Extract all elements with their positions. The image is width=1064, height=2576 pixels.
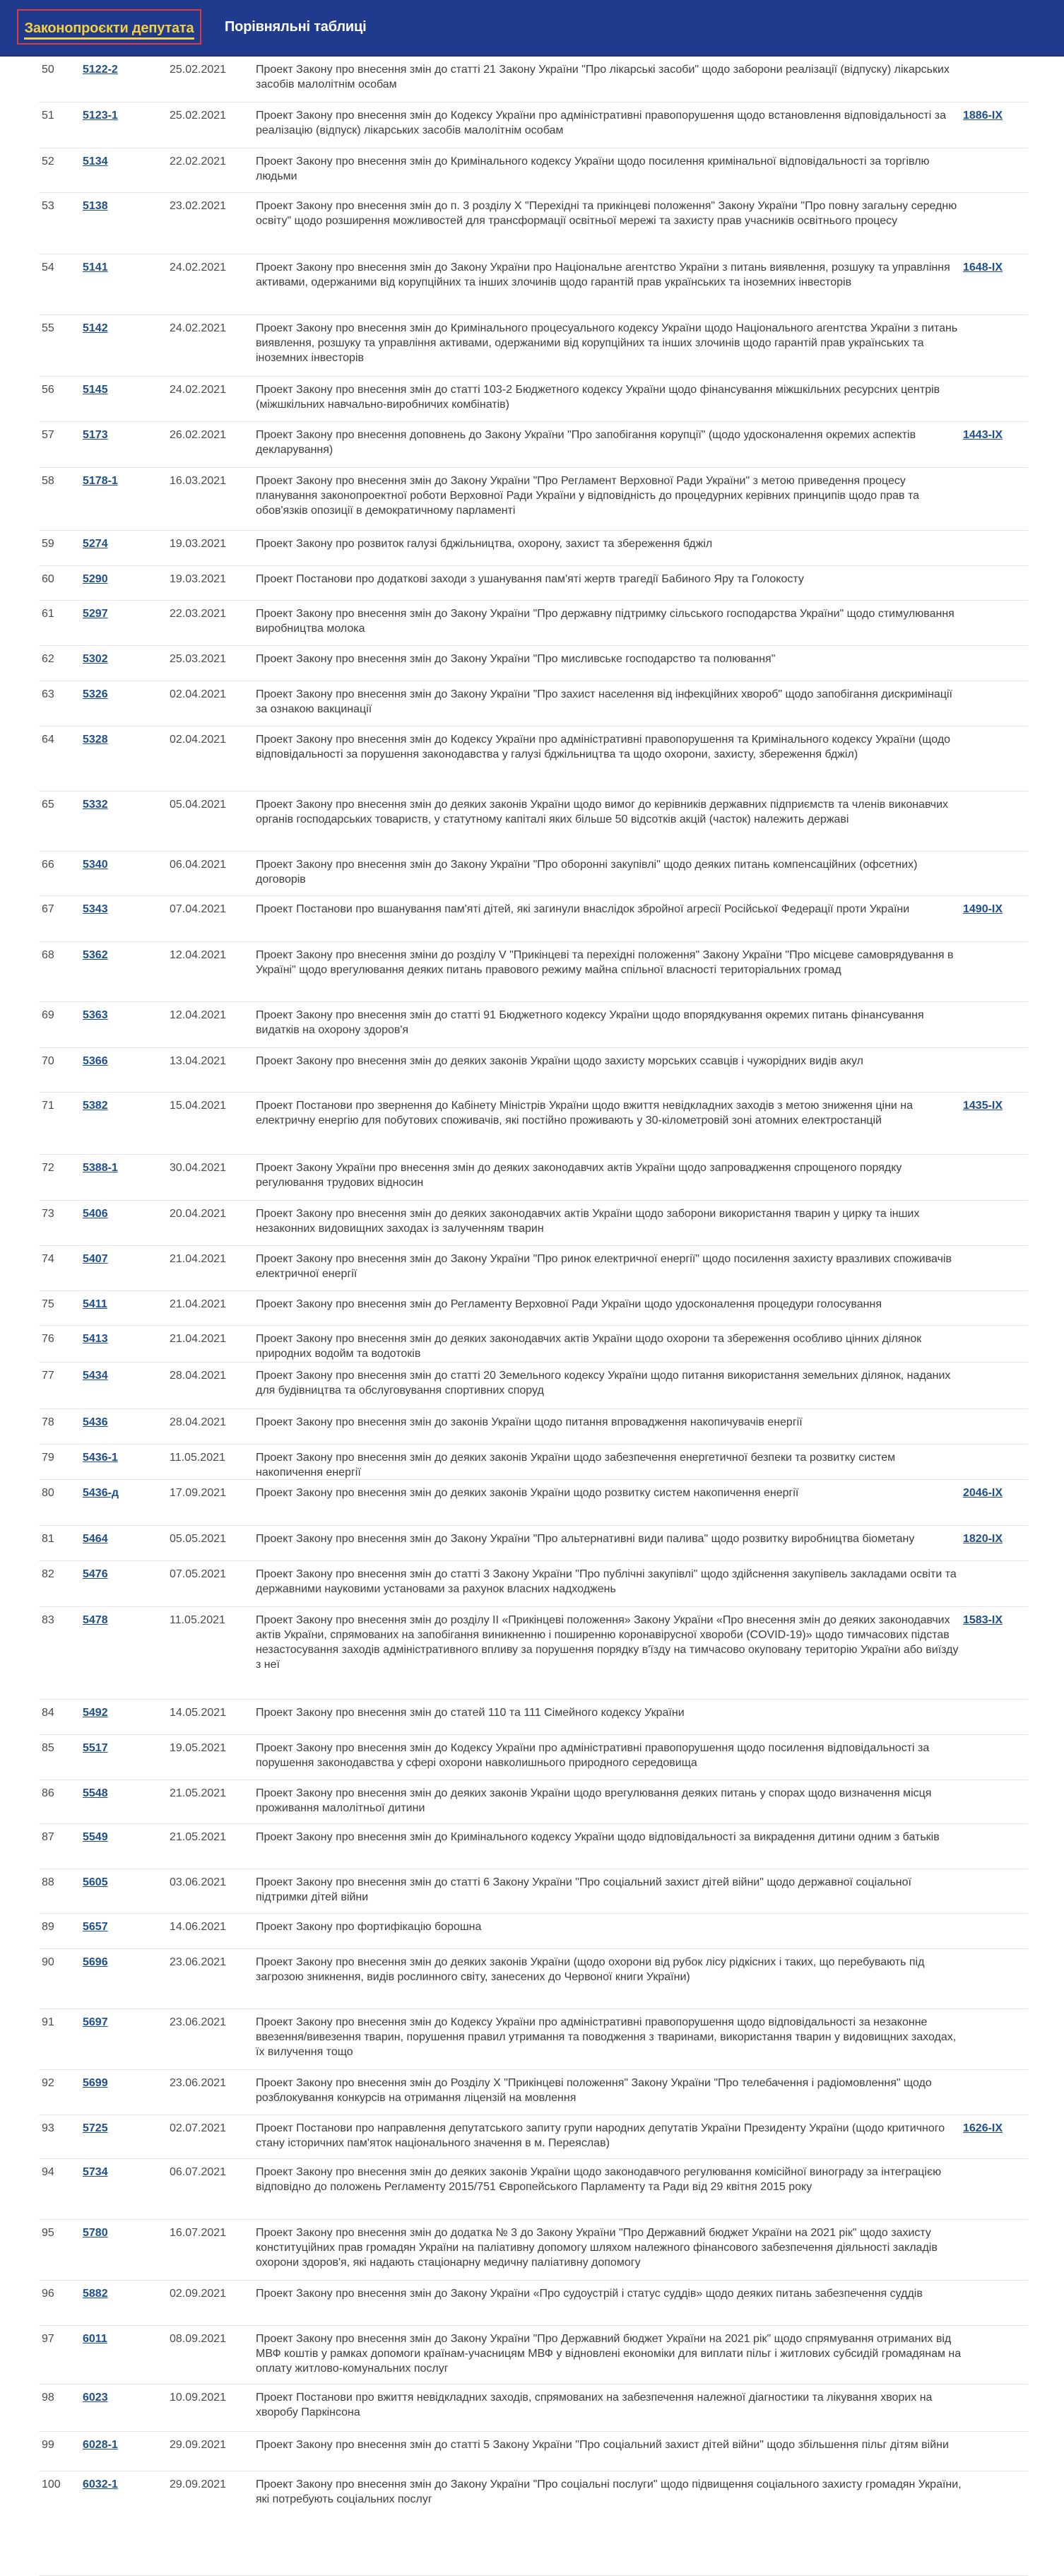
bill-number-link[interactable]: 5413 bbox=[83, 1333, 108, 1345]
row-number: 50 bbox=[42, 64, 54, 76]
registration-date: 23.06.2021 bbox=[170, 2077, 227, 2089]
row-number: 93 bbox=[42, 2122, 54, 2134]
registration-date: 15.04.2021 bbox=[170, 1100, 227, 1112]
bill-number-link[interactable]: 5406 bbox=[83, 1208, 108, 1220]
table-row bbox=[39, 1949, 1028, 2009]
row-number: 88 bbox=[42, 1876, 54, 1888]
bill-title: Проект Закону про внесення змін до Регламенту Верховної Ради України щодо удосконалення процедури голосування bbox=[256, 1298, 882, 1310]
registration-date: 28.04.2021 bbox=[170, 1416, 227, 1428]
row-number: 75 bbox=[42, 1298, 54, 1310]
registration-date: 21.04.2021 bbox=[170, 1253, 227, 1265]
bill-title: Проект Постанови про додаткові заходи з ушанування пам'яті жертв трагедії Бабиного Яру та Голокосту bbox=[256, 573, 804, 585]
bill-title: Проект Закону про внесення змін до Закону України "Про державну підтримку сільського господарства України" щодо стимулювання виробництва молока bbox=[256, 608, 954, 635]
table-row bbox=[39, 1735, 1028, 1780]
row-number: 81 bbox=[42, 1533, 54, 1545]
row-number: 57 bbox=[42, 429, 54, 441]
bill-number-link[interactable]: 5411 bbox=[83, 1298, 107, 1310]
bill-number-link[interactable]: 5297 bbox=[83, 608, 108, 620]
bill-number-link[interactable]: 5697 bbox=[83, 2016, 108, 2028]
bill-number-link[interactable]: 5145 bbox=[83, 384, 108, 396]
row-number: 74 bbox=[42, 1253, 54, 1265]
table-row bbox=[39, 1700, 1028, 1735]
bill-title: Проект Закону про внесення змін до Закону України "Про соціальні послуги" щодо підвищення соціального захисту громадян України, які потребують соціальних послуг bbox=[256, 2478, 962, 2505]
table-row bbox=[39, 377, 1028, 422]
bill-number-link[interactable]: 6023 bbox=[83, 2392, 108, 2404]
table-row bbox=[39, 2471, 1028, 2576]
table-row bbox=[39, 1291, 1028, 1326]
bill-number-link[interactable]: 5340 bbox=[83, 859, 108, 871]
row-number: 100 bbox=[42, 2478, 61, 2490]
table-row bbox=[39, 1201, 1028, 1246]
registration-date: 21.05.2021 bbox=[170, 1831, 227, 1843]
table-row bbox=[39, 1326, 1028, 1363]
row-number: 86 bbox=[42, 1787, 54, 1799]
bill-title: Проект Закону про внесення змін до Закону України про Національне агентство України з питань виявлення, розшуку та управління активами, одержаними від корупційних та інших злочинів щодо гарантій прав українських та іноземних інвесторів bbox=[256, 261, 950, 288]
table-row bbox=[39, 468, 1028, 531]
bill-number-link[interactable]: 5492 bbox=[83, 1707, 108, 1719]
tab-comparison-tables[interactable]: Порівняльні таблиці bbox=[225, 19, 367, 35]
row-number: 61 bbox=[42, 608, 54, 620]
bill-title: Проект Закону про внесення змін до деяких законів України щодо забезпечення енергетичної безпеки та розвитку систем накопичення енергії bbox=[256, 1452, 896, 1478]
registration-date: 17.09.2021 bbox=[170, 1487, 227, 1499]
bill-number-link[interactable]: 5122-2 bbox=[83, 64, 118, 76]
registration-date: 20.04.2021 bbox=[170, 1208, 227, 1220]
bill-number-link[interactable]: 5549 bbox=[83, 1831, 108, 1843]
registration-date: 22.02.2021 bbox=[170, 155, 227, 167]
bill-title: Проект Закону про внесення змін до деяких законів України щодо законодавчого регулювання комісійної винограду за інтеграцією відповідно до положень Регламенту 2015/751 Європейського Парламенту та Ради від 29 квітня 2015 року bbox=[256, 2166, 942, 2193]
registration-date: 08.09.2021 bbox=[170, 2333, 227, 2345]
bill-title: Проект Закону про внесення змін до додатка № 3 до Закону України "Про Державний бюджет України на 2021 рік" щодо захисту конституційних прав громадян України на паліативну допомогу шляхом належного фінансового забезпечення діяльності закладів охорони здоров'я, які надають стаціонарну медичну паліативну допомогу bbox=[256, 2227, 938, 2269]
registration-date: 13.04.2021 bbox=[170, 1055, 227, 1067]
row-number: 84 bbox=[42, 1707, 54, 1719]
row-number: 56 bbox=[42, 384, 54, 396]
bill-title: Проект Закону про внесення змін до статті 21 Закону України "Про лікарські засоби" щодо заборони реалізації (відпуску) лікарських засобів малолітнім особам bbox=[256, 64, 950, 90]
row-number: 73 bbox=[42, 1208, 54, 1220]
registration-date: 12.04.2021 bbox=[170, 1009, 227, 1021]
row-number: 70 bbox=[42, 1055, 54, 1067]
bill-number-link[interactable]: 5725 bbox=[83, 2122, 108, 2134]
bill-number-link[interactable]: 5436-д bbox=[83, 1487, 119, 1499]
bill-title: Проект Закону про внесення змін до статей 110 та 111 Сімейного кодексу України bbox=[256, 1707, 685, 1719]
bill-title: Проект Закону про внесення змін до законів України щодо питання впровадження накопичувачів енергії bbox=[256, 1416, 803, 1428]
bill-title: Проект Закону про внесення змін до Закону України "Про оборонні закупівлі" щодо деяких питань компенсаційних (офсетних) договорів bbox=[256, 859, 918, 886]
bill-number-link[interactable]: 5882 bbox=[83, 2288, 108, 2300]
table-row bbox=[39, 792, 1028, 852]
bill-title: Проект Закону про внесення змін до статті 91 Бюджетного кодексу України щодо впорядкування окремих питань фінансування видатків на охорону здоров'я bbox=[256, 1009, 924, 1036]
row-number: 78 bbox=[42, 1416, 54, 1428]
table-row bbox=[39, 2384, 1028, 2432]
bill-number-link[interactable]: 5436-1 bbox=[83, 1452, 118, 1464]
table-row bbox=[39, 1002, 1028, 1048]
tab-deputy-bills[interactable]: Законопроєкти депутата bbox=[17, 9, 201, 45]
table-row bbox=[39, 566, 1028, 601]
law-number-link[interactable]: 1820-IX bbox=[963, 1533, 1003, 1545]
bill-title: Проект Закону про внесення змін до Кодексу України про адміністративні правопорушення щодо відповідальності за незаконне ввезення/вивезення тварин, порушення правил утримання та поводження з тваринами, використання тварин у видовищних заходах, їх вилучення тощо bbox=[256, 2016, 957, 2058]
bill-number-link[interactable]: 5142 bbox=[83, 322, 108, 334]
registration-date: 12.04.2021 bbox=[170, 949, 227, 961]
bill-title: Проект Закону про внесення змін до деяких законодавчих актів України щодо заборони використання тварин у цирку та інших незаконних видовищних заходах із залученням тварин bbox=[256, 1208, 920, 1235]
bill-title: Проект Закону України про внесення змін до деяких законодавчих актів України щодо запровадження спрощеного порядку регулювання трудових відносин bbox=[256, 1162, 902, 1189]
bill-number-link[interactable]: 5780 bbox=[83, 2227, 108, 2239]
table-row bbox=[39, 148, 1028, 193]
bill-title: Проект Закону про внесення змін до Кримінального процесуального кодексу України щодо Національного агентства України з питань виявлення, розшуку та управління активами, одержаними від корупційних та інших злочинів щодо гарантій прав українських та іноземних інвесторів bbox=[256, 322, 958, 364]
row-number: 68 bbox=[42, 949, 54, 961]
table-row bbox=[39, 1093, 1028, 1155]
bill-title: Проект Закону про внесення змін до статті 6 Закону України "Про соціальний захист дітей війни" щодо державної соціальної підтримки дітей війни bbox=[256, 1876, 911, 1903]
bill-number-link[interactable]: 5388-1 bbox=[83, 1162, 118, 1174]
top-navigation bbox=[0, 0, 1064, 57]
registration-date: 21.05.2021 bbox=[170, 1787, 227, 1799]
registration-date: 23.06.2021 bbox=[170, 2016, 227, 2028]
registration-date: 11.05.2021 bbox=[170, 1452, 225, 1464]
table-row bbox=[39, 646, 1028, 681]
bill-number-link[interactable]: 5734 bbox=[83, 2166, 108, 2178]
law-number-link[interactable]: 1443-IX bbox=[963, 429, 1003, 441]
row-number: 89 bbox=[42, 1921, 54, 1933]
row-number: 55 bbox=[42, 322, 54, 334]
registration-date: 07.04.2021 bbox=[170, 903, 227, 915]
table-row bbox=[39, 2432, 1028, 2471]
bill-title: Проект Закону про внесення змін до деяких законів України щодо захисту морських ссавців і чужорідних видів акул bbox=[256, 1055, 863, 1067]
table-row bbox=[39, 681, 1028, 727]
registration-date: 19.03.2021 bbox=[170, 573, 227, 585]
bill-title: Проект Закону про внесення змін до Закону України "Про Регламент Верховної Ради України" з метою приведення процесу планування законопроектної роботи Верховної Ради України у відповідність до процедурних керівних принципів щодо прав та обов'язків опозиції в демократичному парламенті bbox=[256, 475, 920, 517]
table-row bbox=[39, 422, 1028, 468]
bill-number-link[interactable]: 5464 bbox=[83, 1533, 108, 1545]
bill-number-link[interactable]: 5407 bbox=[83, 1253, 108, 1265]
registration-date: 02.04.2021 bbox=[170, 734, 227, 746]
bill-title: Проект Закону про внесення змін до деяких законів України щодо вимог до керівників державних підприємств та членів виконавчих органів господарських товариств, у статутному капіталі яких більше 50 відсотків акцій (часток) належить державі bbox=[256, 799, 949, 825]
bill-title: Проект Закону про внесення змін до статті 20 Земельного кодексу України щодо питання використання земельних ділянок, наданих для будівництва та обслуговування спортивних споруд bbox=[256, 1370, 951, 1396]
bill-number-link[interactable]: 5548 bbox=[83, 1787, 108, 1799]
bill-number-link[interactable]: 5382 bbox=[83, 1100, 108, 1112]
row-number: 64 bbox=[42, 734, 54, 746]
bill-title: Проект Закону про фортифікацію борошна bbox=[256, 1921, 482, 1933]
table-row bbox=[39, 2281, 1028, 2326]
registration-date: 23.06.2021 bbox=[170, 1956, 227, 1968]
bill-title: Проект Закону про внесення змін до деяких законів України (щодо охорони від рубок лісу рідкісних і таких, що перебувають під загрозою зникнення, видів рослинного світу, занесених до Червоної книги України) bbox=[256, 1956, 925, 1983]
table-row bbox=[39, 1526, 1028, 1561]
row-number: 58 bbox=[42, 475, 54, 487]
table-row bbox=[39, 1914, 1028, 1949]
bill-number-link[interactable]: 6032-1 bbox=[83, 2478, 118, 2490]
bill-number-link[interactable]: 5274 bbox=[83, 538, 108, 550]
row-number: 54 bbox=[42, 261, 54, 274]
bill-title: Проект Закону про внесення зміни до розділу V "Прикінцеві та перехідні положення" Закону України "Про місцеве самоврядування в Україні" щодо врегулювання деяких питань правового режиму майна спільної власності територіальних громад bbox=[256, 949, 954, 976]
table-row bbox=[39, 1155, 1028, 1201]
row-number: 85 bbox=[42, 1742, 54, 1754]
bill-title: Проект Закону про внесення змін до статті 3 Закону України "Про публічні закупівлі" щодо здійснення закупівель закладами освіти та державними науковими установами за рахунок власних надходжень bbox=[256, 1568, 957, 1595]
row-number: 66 bbox=[42, 859, 54, 871]
registration-date: 25.02.2021 bbox=[170, 64, 227, 76]
topbar-divider bbox=[0, 55, 1064, 57]
bill-title: Проект Закону про внесення змін до статті 5 Закону України "Про соціальний захист дітей війни" щодо збільшення пільг дітям війни bbox=[256, 2439, 949, 2451]
table-row bbox=[39, 102, 1028, 148]
bill-number-link[interactable]: 5657 bbox=[83, 1921, 108, 1933]
row-number: 51 bbox=[42, 110, 54, 122]
bill-title: Проект Закону про внесення змін до Закону України "Про захист населення від інфекційних хвороб" щодо запобігання дискримінації за ознакою вакцинації bbox=[256, 688, 952, 715]
bill-title: Проект Постанови про вжиття невідкладних заходів, спрямованих на забезпечення належної діагностики та лікування хворих на хворобу Паркінсона bbox=[256, 2392, 933, 2418]
bill-title: Проект Закону про внесення змін до статті 103-2 Бюджетного кодексу України щодо фінансування міжшкільних ресурсних центрів (міжшкільних навчально-виробничих комбінатів) bbox=[256, 384, 940, 411]
row-number: 99 bbox=[42, 2439, 54, 2451]
row-number: 62 bbox=[42, 653, 54, 665]
bill-title: Проект Закону про внесення змін до Закону України «Про судоустрій і статус суддів» щодо деяких питань забезпечення суддів bbox=[256, 2288, 923, 2300]
bill-title: Проект Закону про внесення змін до деяких законодавчих актів України щодо охорони та збереження особливо цінних ділянок природних водойм та водотоків bbox=[256, 1333, 922, 1360]
registration-date: 24.02.2021 bbox=[170, 322, 227, 334]
row-number: 82 bbox=[42, 1568, 54, 1580]
table-row bbox=[39, 727, 1028, 792]
row-number: 72 bbox=[42, 1162, 54, 1174]
registration-date: 25.02.2021 bbox=[170, 110, 227, 122]
table-row bbox=[39, 1869, 1028, 1914]
bill-number-link[interactable]: 5363 bbox=[83, 1009, 108, 1021]
table-row bbox=[39, 1824, 1028, 1869]
table-row bbox=[39, 2220, 1028, 2281]
table-row bbox=[39, 2070, 1028, 2115]
registration-date: 30.04.2021 bbox=[170, 1162, 227, 1174]
bill-number-link[interactable]: 5332 bbox=[83, 799, 108, 811]
bill-title: Проект Закону про внесення змін до Кодексу України про адміністративні правопорушення щодо встановлення відповідальності за реалізацію (відпуск) лікарських засобів малолітнім особам bbox=[256, 110, 946, 136]
table-row bbox=[39, 1409, 1028, 1445]
bill-title: Проект Закону про внесення змін до розділу II «Прикінцеві положення» Закону України «Про внесення змін до деяких законодавчих актів України, спрямованих на запобігання виникненню і поширенню коронавірусної хвороби (COVID-19)» щодо тимчасових підстав незастосування заходів адміністративного впливу за порушення порядку в'їзду на тимчасово окуповану територію України або виїзду з неї bbox=[256, 1614, 959, 1671]
table-row bbox=[39, 1363, 1028, 1409]
table-row bbox=[39, 1780, 1028, 1824]
row-number: 94 bbox=[42, 2166, 54, 2178]
bill-number-link[interactable]: 5328 bbox=[83, 734, 108, 746]
table-row bbox=[39, 1048, 1028, 1093]
row-number: 53 bbox=[42, 200, 54, 212]
bill-title: Проект Постанови про направлення депутатського запиту групи народних депутатів України Президенту України (щодо критичного стану історичних пам'яток національного значення в м. Переяслав) bbox=[256, 2122, 945, 2149]
bill-number-link[interactable]: 5605 bbox=[83, 1876, 108, 1888]
row-number: 71 bbox=[42, 1100, 54, 1112]
bill-title: Проект Закону про внесення змін до Закону України "Про альтернативні види палива" щодо розвитку виробництва біометану bbox=[256, 1533, 915, 1545]
row-number: 63 bbox=[42, 688, 54, 700]
law-number-link[interactable]: 1648-IX bbox=[963, 261, 1003, 274]
table-row bbox=[39, 601, 1028, 646]
registration-date: 07.05.2021 bbox=[170, 1568, 227, 1580]
registration-date: 22.03.2021 bbox=[170, 608, 227, 620]
registration-date: 24.02.2021 bbox=[170, 384, 227, 396]
bill-number-link[interactable]: 5366 bbox=[83, 1055, 108, 1067]
bill-title: Проект Закону про внесення змін до Кримінального кодексу України щодо посилення кримінальної відповідальності за торгівлю людьми bbox=[256, 155, 930, 182]
table-row bbox=[39, 2115, 1028, 2159]
table-row bbox=[39, 193, 1028, 254]
table-row bbox=[39, 896, 1028, 942]
bill-title: Проект Закону про внесення змін до Закону України "Про мисливське господарство та полювання" bbox=[256, 653, 776, 665]
table-row bbox=[39, 2326, 1028, 2384]
table-row bbox=[39, 2159, 1028, 2220]
bill-number-link[interactable]: 5478 bbox=[83, 1614, 108, 1626]
bill-number-link[interactable]: 5696 bbox=[83, 1956, 108, 1968]
bill-number-link[interactable]: 5173 bbox=[83, 429, 108, 441]
bill-number-link[interactable]: 5326 bbox=[83, 688, 108, 700]
registration-date: 16.07.2021 bbox=[170, 2227, 227, 2239]
registration-date: 19.03.2021 bbox=[170, 538, 227, 550]
bill-title: Проект Закону про внесення змін до Кодексу України про адміністративні правопорушення щодо посилення відповідальності за порушення законодавства у сфері охорони навколишнього природного середовища bbox=[256, 1742, 930, 1769]
registration-date: 03.06.2021 bbox=[170, 1876, 227, 1888]
bill-number-link[interactable]: 6028-1 bbox=[83, 2439, 118, 2451]
bill-number-link[interactable]: 6011 bbox=[83, 2333, 107, 2345]
law-number-link[interactable]: 1886-IX bbox=[963, 110, 1003, 122]
bill-number-link[interactable]: 5290 bbox=[83, 573, 108, 585]
registration-date: 28.04.2021 bbox=[170, 1370, 227, 1382]
bill-title: Проект Закону про внесення змін до деяких законів України щодо розвитку систем накопичення енергії bbox=[256, 1487, 799, 1499]
registration-date: 05.04.2021 bbox=[170, 799, 227, 811]
bill-number-link[interactable]: 5343 bbox=[83, 903, 108, 915]
registration-date: 14.06.2021 bbox=[170, 1921, 227, 1933]
row-number: 92 bbox=[42, 2077, 54, 2089]
registration-date: 21.04.2021 bbox=[170, 1333, 227, 1345]
row-number: 79 bbox=[42, 1452, 54, 1464]
row-number: 65 bbox=[42, 799, 54, 811]
bill-number-link[interactable]: 5362 bbox=[83, 949, 108, 961]
registration-date: 02.04.2021 bbox=[170, 688, 227, 700]
registration-date: 19.05.2021 bbox=[170, 1742, 227, 1754]
bill-title: Проект Постанови про звернення до Кабінету Міністрів України щодо вжиття невідкладних заходів з метою зниження ціни на електричну енергію для побутових споживачів, які постійно проживають у 30-кілометровій зоні атомних електростанцій bbox=[256, 1100, 914, 1127]
registration-date: 24.02.2021 bbox=[170, 261, 227, 274]
law-number-link[interactable]: 1626-IX bbox=[963, 2122, 1003, 2134]
bill-title: Проект Закону про внесення змін до Кримінального кодексу України щодо відповідальності за викрадення дитини одним з батьків bbox=[256, 1831, 940, 1843]
registration-date: 06.04.2021 bbox=[170, 859, 227, 871]
registration-date: 10.09.2021 bbox=[170, 2392, 227, 2404]
row-number: 83 bbox=[42, 1614, 54, 1626]
table-row bbox=[39, 2009, 1028, 2070]
row-number: 98 bbox=[42, 2392, 54, 2404]
law-number-link[interactable]: 1583-IX bbox=[963, 1614, 1003, 1626]
row-number: 76 bbox=[42, 1333, 54, 1345]
registration-date: 02.09.2021 bbox=[170, 2288, 227, 2300]
registration-date: 29.09.2021 bbox=[170, 2439, 227, 2451]
table-row bbox=[39, 852, 1028, 896]
row-number: 59 bbox=[42, 538, 54, 550]
table-row bbox=[39, 1445, 1028, 1480]
bill-title: Проект Постанови про вшанування пам'яті дітей, які загинули внаслідок збройної агресії Російської Федерації проти України bbox=[256, 903, 910, 915]
row-number: 80 bbox=[42, 1487, 54, 1499]
registration-date: 11.05.2021 bbox=[170, 1614, 225, 1626]
row-number: 52 bbox=[42, 155, 54, 167]
table-row bbox=[39, 1246, 1028, 1291]
row-number: 91 bbox=[42, 2016, 54, 2028]
table-row bbox=[39, 57, 1028, 102]
table-row bbox=[39, 315, 1028, 377]
bill-number-link[interactable]: 5123-1 bbox=[83, 110, 118, 122]
bill-number-link[interactable]: 5134 bbox=[83, 155, 108, 167]
bill-title: Проект Закону про внесення змін до деяких законів України щодо врегулювання деяких питань у спорах щодо визначення місця проживання малолітньої дитини bbox=[256, 1787, 932, 1814]
row-number: 97 bbox=[42, 2333, 54, 2345]
row-number: 96 bbox=[42, 2288, 54, 2300]
bill-title: Проект Закону про внесення змін до Розділу X "Прикінцеві положення" Закону України "Про телебачення і радіомовлення" щодо розблокування конкурсів на отримання ліцензій на мовлення bbox=[256, 2077, 932, 2104]
table-row bbox=[39, 1480, 1028, 1526]
bill-number-link[interactable]: 5178-1 bbox=[83, 475, 118, 487]
row-number: 67 bbox=[42, 903, 54, 915]
bill-number-link[interactable]: 5141 bbox=[83, 261, 108, 274]
registration-date: 02.07.2021 bbox=[170, 2122, 227, 2134]
row-number: 60 bbox=[42, 573, 54, 585]
bill-title: Проект Закону про внесення змін до Закону України "Про ринок електричної енергії" щодо посилення захисту вразливих споживачів електричної енергії bbox=[256, 1253, 952, 1280]
registration-date: 25.03.2021 bbox=[170, 653, 227, 665]
row-number: 95 bbox=[42, 2227, 54, 2239]
registration-date: 23.02.2021 bbox=[170, 200, 227, 212]
row-number: 69 bbox=[42, 1009, 54, 1021]
bill-title: Проект Закону про внесення доповнень до Закону України "Про запобігання корупції" (щодо удосконалення окремих аспектів декларування) bbox=[256, 429, 916, 456]
row-number: 77 bbox=[42, 1370, 54, 1382]
bill-number-link[interactable]: 5138 bbox=[83, 200, 108, 212]
registration-date: 16.03.2021 bbox=[170, 475, 227, 487]
bill-title: Проект Закону про внесення змін до п. 3 розділу X "Перехідні та прикінцеві положення" Закону України "Про повну загальну середню освіту" щодо розширення можливостей для трансформації освітньої мережі та захисту прав учасників освітнього процесу bbox=[256, 200, 957, 227]
law-number-link[interactable]: 1490-IX bbox=[963, 903, 1003, 915]
bill-title: Проект Закону про розвиток галузі бджільництва, охорону, захист та збереження бджіл bbox=[256, 538, 713, 550]
bill-title: Проект Закону про внесення змін до Закону України "Про Державний бюджет України на 2021 рік" щодо спрямування отриманих від МВФ коштів у рамках допомоги країнам-учасницям МВФ у відновлені економіки для виплати пільг і житлових субсидій громадянам на оплату житлово-комунальних послуг bbox=[256, 2333, 962, 2375]
registration-date: 05.05.2021 bbox=[170, 1533, 227, 1545]
table-row bbox=[39, 531, 1028, 566]
bill-number-link[interactable]: 5436 bbox=[83, 1416, 108, 1428]
table-row bbox=[39, 1561, 1028, 1607]
registration-date: 14.05.2021 bbox=[170, 1707, 227, 1719]
bill-number-link[interactable]: 5517 bbox=[83, 1742, 108, 1754]
row-number: 90 bbox=[42, 1956, 54, 1968]
row-number: 87 bbox=[42, 1831, 54, 1843]
table-row bbox=[39, 254, 1028, 315]
table-row bbox=[39, 1607, 1028, 1700]
registration-date: 26.02.2021 bbox=[170, 429, 227, 441]
registration-date: 29.09.2021 bbox=[170, 2478, 227, 2490]
bill-number-link[interactable]: 5302 bbox=[83, 653, 108, 665]
bill-number-link[interactable]: 5434 bbox=[83, 1370, 108, 1382]
bill-title: Проект Закону про внесення змін до Кодексу України про адміністративні правопорушення та Кримінального кодексу України (щодо відповідальності за порушення законодавства у галузі бджільництва та щодо охорони, захисту, збереження бджіл) bbox=[256, 734, 951, 760]
law-number-link[interactable]: 2046-IX bbox=[963, 1487, 1003, 1499]
table-row bbox=[39, 942, 1028, 1002]
bill-number-link[interactable]: 5699 bbox=[83, 2077, 108, 2089]
bill-number-link[interactable]: 5476 bbox=[83, 1568, 108, 1580]
law-number-link[interactable]: 1435-IX bbox=[963, 1100, 1003, 1112]
registration-date: 21.04.2021 bbox=[170, 1298, 227, 1310]
registration-date: 06.07.2021 bbox=[170, 2166, 227, 2178]
